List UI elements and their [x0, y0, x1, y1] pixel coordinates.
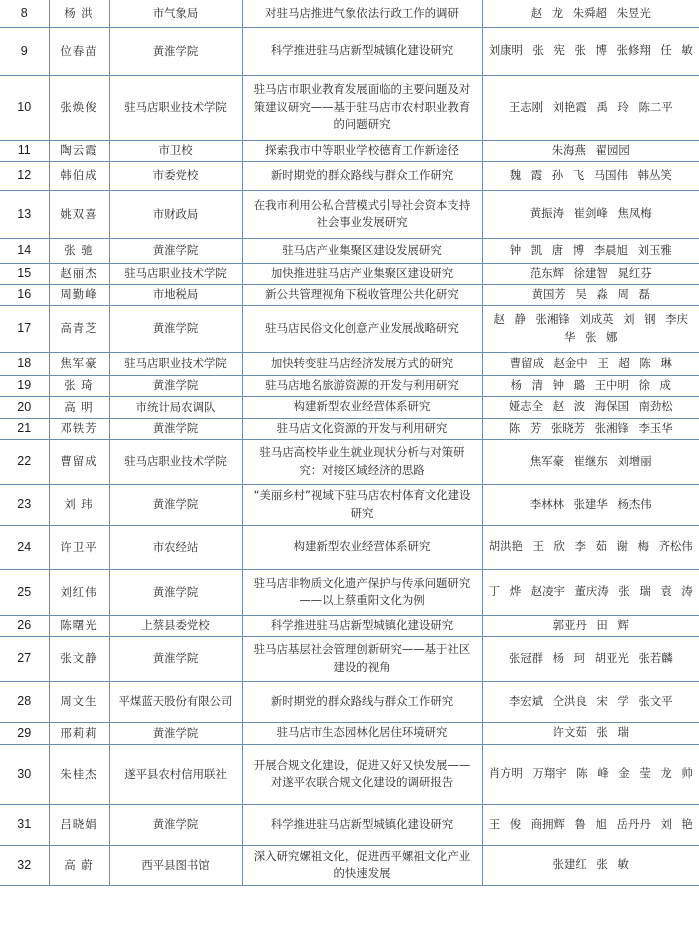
project-topic: 科学推进驻马店新型城镇化建设研究	[242, 27, 482, 75]
project-leader: 张焕俊	[49, 75, 109, 140]
row-number: 13	[0, 190, 49, 238]
table-row	[0, 525, 699, 569]
work-unit: 平煤蓝天股份有限公司	[109, 681, 242, 722]
table-row	[0, 396, 699, 418]
project-members: 黄国芳 吴 淼 周 磊	[482, 284, 699, 305]
work-unit: 驻马店职业技术学院	[109, 75, 242, 140]
project-leader: 高青芝	[49, 305, 109, 352]
work-unit: 遂平县农村信用联社	[109, 744, 242, 804]
table-row	[0, 804, 699, 845]
project-leader: 刘红伟	[49, 569, 109, 615]
row-number: 22	[0, 439, 49, 484]
table-row	[0, 263, 699, 284]
row-number: 17	[0, 305, 49, 352]
row-number: 24	[0, 525, 49, 569]
row-number: 19	[0, 375, 49, 396]
project-leader: 许卫平	[49, 525, 109, 569]
row-number: 15	[0, 263, 49, 284]
row-number: 27	[0, 636, 49, 681]
table-row	[0, 161, 699, 190]
project-leader: 张 琦	[49, 375, 109, 396]
project-topic: 探索我市中等职业学校德育工作新途径	[242, 140, 482, 161]
project-members: 李宏斌 仝洪良 宋 学 张文平	[482, 681, 699, 722]
table-row	[0, 352, 699, 375]
table-row	[0, 418, 699, 439]
row-number: 26	[0, 615, 49, 636]
table-row	[0, 238, 699, 263]
project-members: 郭亚丹 田 辉	[482, 615, 699, 636]
project-topic: 开展合规文化建设，促进又好又快发展——对遂平农联合规文化建设的调研报告	[242, 744, 482, 804]
project-members: 焦军豪 崔继东 刘增丽	[482, 439, 699, 484]
table-row	[0, 190, 699, 238]
project-topic: 加快转变驻马店经济发展方式的研究	[242, 352, 482, 375]
work-unit: 黄淮学院	[109, 569, 242, 615]
project-leader: 朱桂杰	[49, 744, 109, 804]
project-leader: 杨 洪	[49, 0, 109, 27]
project-leader: 刘 玮	[49, 484, 109, 525]
work-unit: 西平县图书馆	[109, 845, 242, 885]
project-members: 王 俊 商拥辉 鲁 旭 岳丹丹 刘 艳	[482, 804, 699, 845]
row-number: 29	[0, 722, 49, 744]
work-unit: 黄淮学院	[109, 636, 242, 681]
table-row	[0, 569, 699, 615]
table-row	[0, 27, 699, 75]
project-topic: 驻马店基层社会管理创新研究——基于社区建设的视角	[242, 636, 482, 681]
row-number: 28	[0, 681, 49, 722]
table-row	[0, 615, 699, 636]
project-members: 陈 芳 张晓芳 张湘锋 李玉华	[482, 418, 699, 439]
work-unit: 驻马店职业技术学院	[109, 439, 242, 484]
project-leader: 周文生	[49, 681, 109, 722]
project-topic: 驻马店文化资源的开发与利用研究	[242, 418, 482, 439]
project-topic: 深入研究嫘祖文化，促进西平嫘祖文化产业的快速发展	[242, 845, 482, 885]
project-members: 赵 静 张湘锋 刘成英 刘 钢 李庆华 张 娜	[482, 305, 699, 352]
project-topic: 构建新型农业经营体系研究	[242, 525, 482, 569]
project-members: 范东辉 徐建智 晁红芬	[482, 263, 699, 284]
project-members: 黄振涛 崔剑峰 焦凤梅	[482, 190, 699, 238]
project-leader: 高 明	[49, 396, 109, 418]
project-topic: 驻马店非物质文化遗产保护与传承问题研究——以上蔡重阳文化为例	[242, 569, 482, 615]
project-topic: 构建新型农业经营体系研究	[242, 396, 482, 418]
table-row	[0, 305, 699, 352]
project-members: 娅志全 赵 波 海保国 南劲松	[482, 396, 699, 418]
table-row	[0, 681, 699, 722]
row-number: 20	[0, 396, 49, 418]
work-unit: 黄淮学院	[109, 484, 242, 525]
work-unit: 市财政局	[109, 190, 242, 238]
row-number: 12	[0, 161, 49, 190]
project-members: 张建红 张 敏	[482, 845, 699, 885]
project-members: 赵 龙 朱舜超 朱昱光	[482, 0, 699, 27]
row-number: 21	[0, 418, 49, 439]
work-unit: 市卫校	[109, 140, 242, 161]
row-number: 11	[0, 140, 49, 161]
project-members: 曹留成 赵金中 王 超 陈 琳	[482, 352, 699, 375]
work-unit: 黄淮学院	[109, 418, 242, 439]
project-topic: 对驻马店推进气象依法行政工作的调研	[242, 0, 482, 27]
work-unit: 黄淮学院	[109, 305, 242, 352]
row-number: 31	[0, 804, 49, 845]
work-unit: 市委党校	[109, 161, 242, 190]
work-unit: 市农经站	[109, 525, 242, 569]
project-members: 魏 霞 孙 飞 马国伟 韩丛笑	[482, 161, 699, 190]
project-topic: 驻马店市生态园林化居住环境研究	[242, 722, 482, 744]
project-members: 胡洪艳 王 欣 李 茹 谢 梅 齐松伟	[482, 525, 699, 569]
project-topic: 科学推进驻马店新型城镇化建设研究	[242, 615, 482, 636]
project-leader: 位春苗	[49, 27, 109, 75]
row-number: 16	[0, 284, 49, 305]
project-topic: 在我市利用公私合营模式引导社会资本支持社会事业发展研究	[242, 190, 482, 238]
work-unit: 黄淮学院	[109, 375, 242, 396]
work-unit: 市统计局农调队	[109, 396, 242, 418]
table-row	[0, 484, 699, 525]
project-topic: 新时期党的群众路线与群众工作研究	[242, 681, 482, 722]
table-row	[0, 439, 699, 484]
work-unit: 黄淮学院	[109, 722, 242, 744]
project-members: 朱海燕 翟园园	[482, 140, 699, 161]
project-leader: 陶云霞	[49, 140, 109, 161]
work-unit: 黄淮学院	[109, 27, 242, 75]
table-row	[0, 75, 699, 140]
project-topic: 加快推进驻马店产业集聚区建设研究	[242, 263, 482, 284]
table-row	[0, 722, 699, 744]
project-topic: 驻马店高校毕业生就业现状分析与对策研究：对接区域经济的思路	[242, 439, 482, 484]
project-leader: 周勤峰	[49, 284, 109, 305]
table-row	[0, 744, 699, 804]
project-leader: 高 蔚	[49, 845, 109, 885]
row-number: 14	[0, 238, 49, 263]
project-leader: 姚双喜	[49, 190, 109, 238]
project-topic: 驻马店地名旅游资源的开发与利用研究	[242, 375, 482, 396]
project-leader: 赵丽杰	[49, 263, 109, 284]
work-unit: 驻马店职业技术学院	[109, 263, 242, 284]
row-number: 30	[0, 744, 49, 804]
row-number: 8	[0, 0, 49, 27]
work-unit: 市气象局	[109, 0, 242, 27]
project-leader: 邓铁芳	[49, 418, 109, 439]
project-leader: 韩伯成	[49, 161, 109, 190]
table-row	[0, 0, 699, 27]
work-unit: 上蔡县委党校	[109, 615, 242, 636]
work-unit: 市地税局	[109, 284, 242, 305]
table-row	[0, 375, 699, 396]
project-topic: 驻马店民俗文化创意产业发展战略研究	[242, 305, 482, 352]
table-row	[0, 284, 699, 305]
row-number: 9	[0, 27, 49, 75]
project-topic: 科学推进驻马店新型城镇化建设研究	[242, 804, 482, 845]
project-members: 李林林 张建华 杨杰伟	[482, 484, 699, 525]
project-topic: 驻马店产业集聚区建设发展研究	[242, 238, 482, 263]
project-members: 王志刚 刘艳霞 禹 玲 陈二平	[482, 75, 699, 140]
project-members: 钟 凯 唐 博 李晨旭 刘玉雅	[482, 238, 699, 263]
project-members: 杨 清 钟 璐 王中明 徐 成	[482, 375, 699, 396]
row-number: 23	[0, 484, 49, 525]
project-members: 肖方明 万翔宇 陈 峰 金 莹 龙 帅	[482, 744, 699, 804]
project-topic: 新时期党的群众路线与群众工作研究	[242, 161, 482, 190]
work-unit: 黄淮学院	[109, 804, 242, 845]
project-leader: 陈曙光	[49, 615, 109, 636]
table-row	[0, 845, 699, 885]
table-row	[0, 140, 699, 161]
work-unit: 驻马店职业技术学院	[109, 352, 242, 375]
project-topic: “美丽乡村”视域下驻马店农村体育文化建设研究	[242, 484, 482, 525]
project-leader: 吕晓娟	[49, 804, 109, 845]
project-leader: 张 驰	[49, 238, 109, 263]
project-members: 刘康明 张 宪 张 博 张修翔 任 敏	[482, 27, 699, 75]
row-number: 32	[0, 845, 49, 885]
project-leader: 焦军豪	[49, 352, 109, 375]
table-row	[0, 636, 699, 681]
row-number: 25	[0, 569, 49, 615]
row-number: 18	[0, 352, 49, 375]
project-members: 丁 烨 赵凌宇 董庆涛 张 瑞 袁 涛	[482, 569, 699, 615]
project-members: 张冠群 杨 珂 胡亚光 张若麟	[482, 636, 699, 681]
row-number: 10	[0, 75, 49, 140]
work-unit: 黄淮学院	[109, 238, 242, 263]
project-topic: 驻马店市职业教育发展面临的主要问题及对策建议研究——基于驻马店市农村职业教育的问题研究	[242, 75, 482, 140]
project-topic: 新公共管理视角下税收管理公共化研究	[242, 284, 482, 305]
project-members: 许文茹 张 瑞	[482, 722, 699, 744]
project-leader: 张文静	[49, 636, 109, 681]
project-leader: 曹留成	[49, 439, 109, 484]
project-leader: 邢莉莉	[49, 722, 109, 744]
